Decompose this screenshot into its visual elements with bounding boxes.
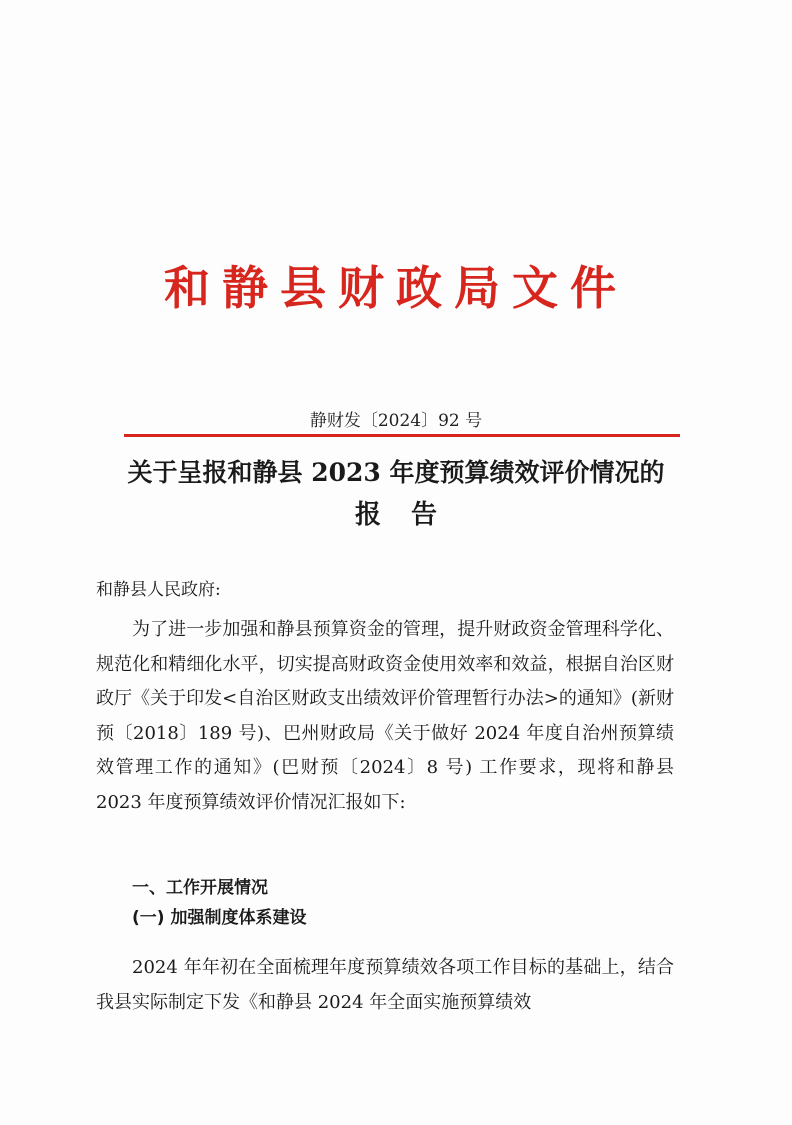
section-heading: 一、工作开展情况 bbox=[132, 878, 268, 898]
body-text-continued bbox=[96, 951, 674, 1020]
document-header-title: 和静县财政局文件 bbox=[164, 261, 628, 315]
document-number: 静财发〔2024〕92 号 bbox=[309, 411, 483, 431]
report-title-line1: 关于呈报和静县 2023 年度预算绩效评价情况的 bbox=[127, 458, 665, 487]
body-text bbox=[96, 613, 674, 820]
subsection-heading: (一) 加强制度体系建设 bbox=[132, 908, 307, 928]
report-title-line2: 报告 bbox=[354, 500, 467, 530]
paragraph: 为了进一步加强和静县预算资金的管理，提升财政资金管理科学化、规范化和精细化水平，切实提高财政资金使用效率和效益，根据自治区财政厅《关于印发<自治区财政支出绩效评价管理暂行办法>的通知》(新财预〔2018〕189 号)、巴州财政局《关于做好 2024 年度自治州预算绩效管理工作的通知》(巴财预〔2024〕8 号) 工作要求，现将和静县 2023 年度预算绩效评价情况汇报如下: bbox=[96, 619, 674, 813]
red-divider-line bbox=[124, 434, 680, 437]
salutation: 和静县人民政府: bbox=[96, 580, 221, 600]
paragraph: 2024 年年初在全面梳理年度预算绩效各项工作目标的基础上，结合我县实际制定下发《和静县 2024 年全面实施预算绩效 bbox=[96, 957, 674, 1013]
